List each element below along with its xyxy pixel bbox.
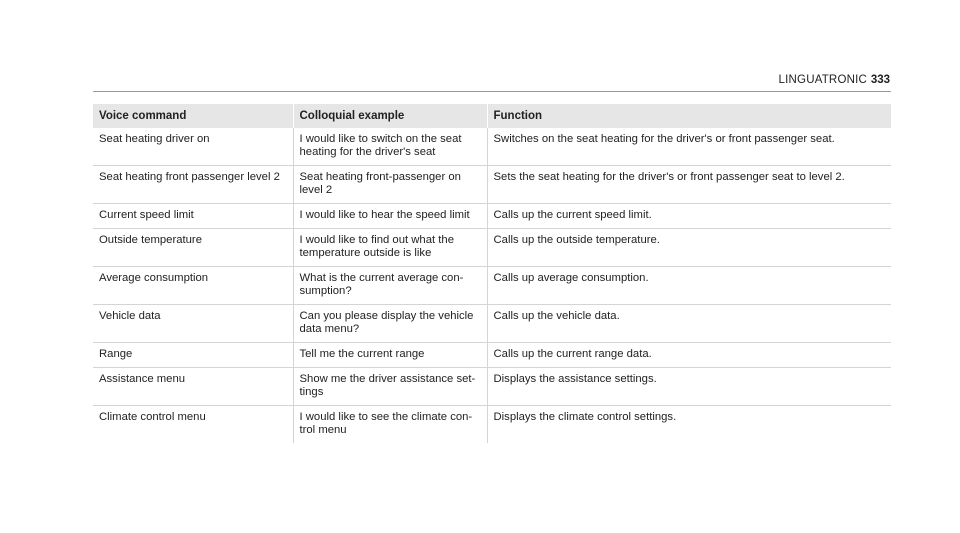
cell-colloquial-example: Show me the driver assistance set-tings <box>293 368 487 406</box>
table-row <box>93 229 891 267</box>
table-row <box>93 368 891 406</box>
table-row <box>93 128 891 166</box>
cell-function: Displays the climate control settings. <box>487 406 891 444</box>
cell-colloquial-example: What is the current average con-sumption? <box>293 267 487 305</box>
header-rule <box>93 91 891 92</box>
column-header-function: Function <box>487 104 891 128</box>
cell-function: Calls up the current range data. <box>487 343 891 368</box>
voice-command-table <box>93 104 891 443</box>
cell-voice-command: Climate control menu <box>93 406 293 444</box>
cell-function: Calls up the vehicle data. <box>487 305 891 343</box>
section-title: LINGUATRONIC <box>778 74 867 86</box>
table-row <box>93 166 891 204</box>
column-header-colloquial-example: Colloquial example <box>293 104 487 128</box>
page-number: 333 <box>870 74 890 86</box>
table-row <box>93 267 891 305</box>
cell-voice-command: Seat heating front passenger level 2 <box>93 166 293 204</box>
cell-function: Calls up the current speed limit. <box>487 204 891 229</box>
cell-colloquial-example: I would like to see the climate con-trol menu <box>293 406 487 444</box>
cell-function: Calls up average consumption. <box>487 267 891 305</box>
cell-function: Displays the assistance settings. <box>487 368 891 406</box>
table-row <box>93 305 891 343</box>
cell-function: Sets the seat heating for the driver's or front passenger seat to level 2. <box>487 166 891 204</box>
cell-function: Switches on the seat heating for the driver's or front passenger seat. <box>487 128 891 166</box>
table-row <box>93 343 891 368</box>
cell-colloquial-example: I would like to switch on the seat heating for the driver's seat <box>293 128 487 166</box>
cell-voice-command: Assistance menu <box>93 368 293 406</box>
cell-colloquial-example: I would like to hear the speed limit <box>293 204 487 229</box>
table-header-row <box>93 104 891 128</box>
table-row <box>93 406 891 444</box>
cell-voice-command: Average consumption <box>93 267 293 305</box>
cell-function: Calls up the outside temperature. <box>487 229 891 267</box>
column-header-voice-command: Voice command <box>93 104 293 128</box>
cell-voice-command: Outside temperature <box>93 229 293 267</box>
page-header <box>0 0 960 92</box>
cell-colloquial-example: I would like to find out what the temperature outside is like <box>293 229 487 267</box>
cell-colloquial-example: Seat heating front-passenger on level 2 <box>293 166 487 204</box>
cell-voice-command: Current speed limit <box>93 204 293 229</box>
cell-voice-command: Vehicle data <box>93 305 293 343</box>
table-row <box>93 204 891 229</box>
cell-colloquial-example: Can you please display the vehicle data menu? <box>293 305 487 343</box>
cell-voice-command: Range <box>93 343 293 368</box>
cell-colloquial-example: Tell me the current range <box>293 343 487 368</box>
cell-voice-command: Seat heating driver on <box>99 133 210 145</box>
